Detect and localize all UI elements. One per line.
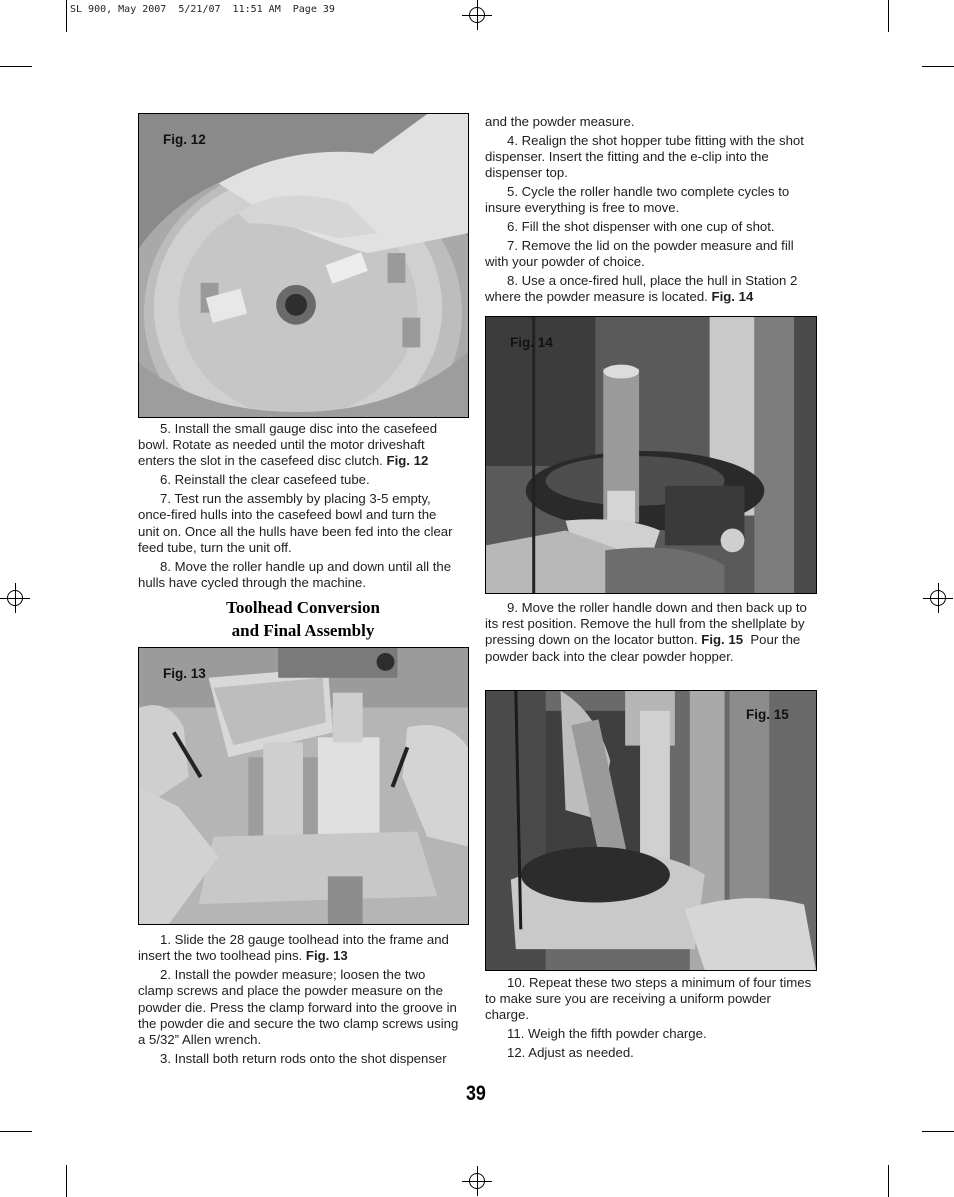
step-paragraph: 7. Remove the lid on the powder measure and fill with your powder of choice. [485, 238, 794, 270]
step-paragraph: 12. Adjust as needed. [507, 1045, 634, 1061]
figure-reference: Fig. 14 [711, 289, 754, 305]
step-paragraph: 1. Slide the 28 gauge toolhead into the frame and insert the two toolhead pins. Fig. 13 [138, 932, 449, 964]
section-heading-line1: Toolhead Conversion [226, 598, 380, 617]
left-column-bottom-text [138, 932, 464, 1070]
figure-reference: Fig. 15 [701, 632, 744, 648]
registration-mark [462, 1166, 492, 1196]
step-paragraph: 3. Install both return rods onto the shot dispenser [160, 1050, 447, 1066]
crop-mark [922, 1131, 954, 1132]
step-paragraph: 7. Test run the assembly by placing 3-5 empty, once-fired hulls into the casefeed bowl and turn the unit on. Once all the hulls have been fed into the clear feed tube, turn the unit off. [138, 491, 453, 555]
fig13-photo [138, 647, 469, 925]
registration-mark [0, 583, 30, 613]
step-paragraph: 6. Fill the shot dispenser with one cup of shot. [507, 219, 775, 235]
fig15-photo [485, 690, 817, 971]
crop-mark [66, 0, 67, 32]
fig12-label: Fig. 12 [163, 132, 206, 147]
registration-mark [923, 583, 953, 613]
fig12-photo [138, 113, 469, 418]
section-heading-line2: and Final Assembly [231, 621, 375, 640]
fig14-photo [485, 316, 817, 594]
crop-mark [66, 1165, 67, 1197]
step-paragraph: 2. Install the powder measure; loosen the two clamp screws and place the powder measure on the powder die. Press the clamp forward into the groove in the powder die and secure the two clamp screws using a 5/32” Allen wrench. [138, 967, 459, 1047]
step-paragraph: 8. Move the roller handle up and down until all the hulls have cycled through the machine. [138, 558, 452, 590]
figure-reference: Fig. 12 [386, 453, 429, 469]
crop-mark [922, 66, 954, 67]
right-column-bottom-text [485, 975, 817, 1064]
printer-slug: SL 900, May 2007 5/21/07 11:51 AM Page 39 [70, 4, 335, 15]
crop-mark [0, 66, 32, 67]
fig14-label: Fig. 14 [510, 335, 553, 350]
step-paragraph: 6. Reinstall the clear casefeed tube. [160, 472, 370, 488]
crop-mark [888, 1165, 889, 1197]
fig13-label: Fig. 13 [163, 666, 206, 681]
step-paragraph: 5. Install the small gauge disc into the casefeed bowl. Rotate as needed until the motor driveshaft enters the slot in the casefeed disc clutch. Fig. 12 [138, 421, 438, 469]
continued-paragraph: and the powder measure. [485, 114, 635, 129]
fig15-label: Fig. 15 [746, 707, 789, 722]
step-paragraph: 11. Weigh the fifth powder charge. [507, 1026, 707, 1042]
step-paragraph: 4. Realign the shot hopper tube fitting with the shot dispenser. Insert the fitting and the e-clip into the dispenser top. [485, 132, 804, 181]
registration-mark [462, 0, 492, 30]
step-paragraph: 10. Repeat these two steps a minimum of four times to make sure you are receiving a uniform powder charge. [485, 975, 812, 1023]
section-heading [138, 596, 468, 642]
right-column-top-text [485, 114, 817, 308]
page-number: 39 [466, 1082, 486, 1105]
right-column-mid-text [485, 600, 817, 668]
step-paragraph: 9. Move the roller handle down and then back up to its rest position. Remove the hull from the shellplate by pressing down on the locator button. Fig. 15 Pour the powder back into the clear powder hopper. [485, 600, 807, 664]
step-paragraph: 5. Cycle the roller handle two complete cycles to insure everything is free to move. [485, 184, 790, 216]
step-paragraph: 8. Use a once-fired hull, place the hull in Station 2 where the powder measure is located. Fig. 14 [485, 273, 798, 305]
crop-mark [0, 1131, 32, 1132]
crop-mark [888, 0, 889, 32]
left-column-top-text [138, 421, 456, 594]
figure-reference: Fig. 13 [305, 948, 348, 964]
